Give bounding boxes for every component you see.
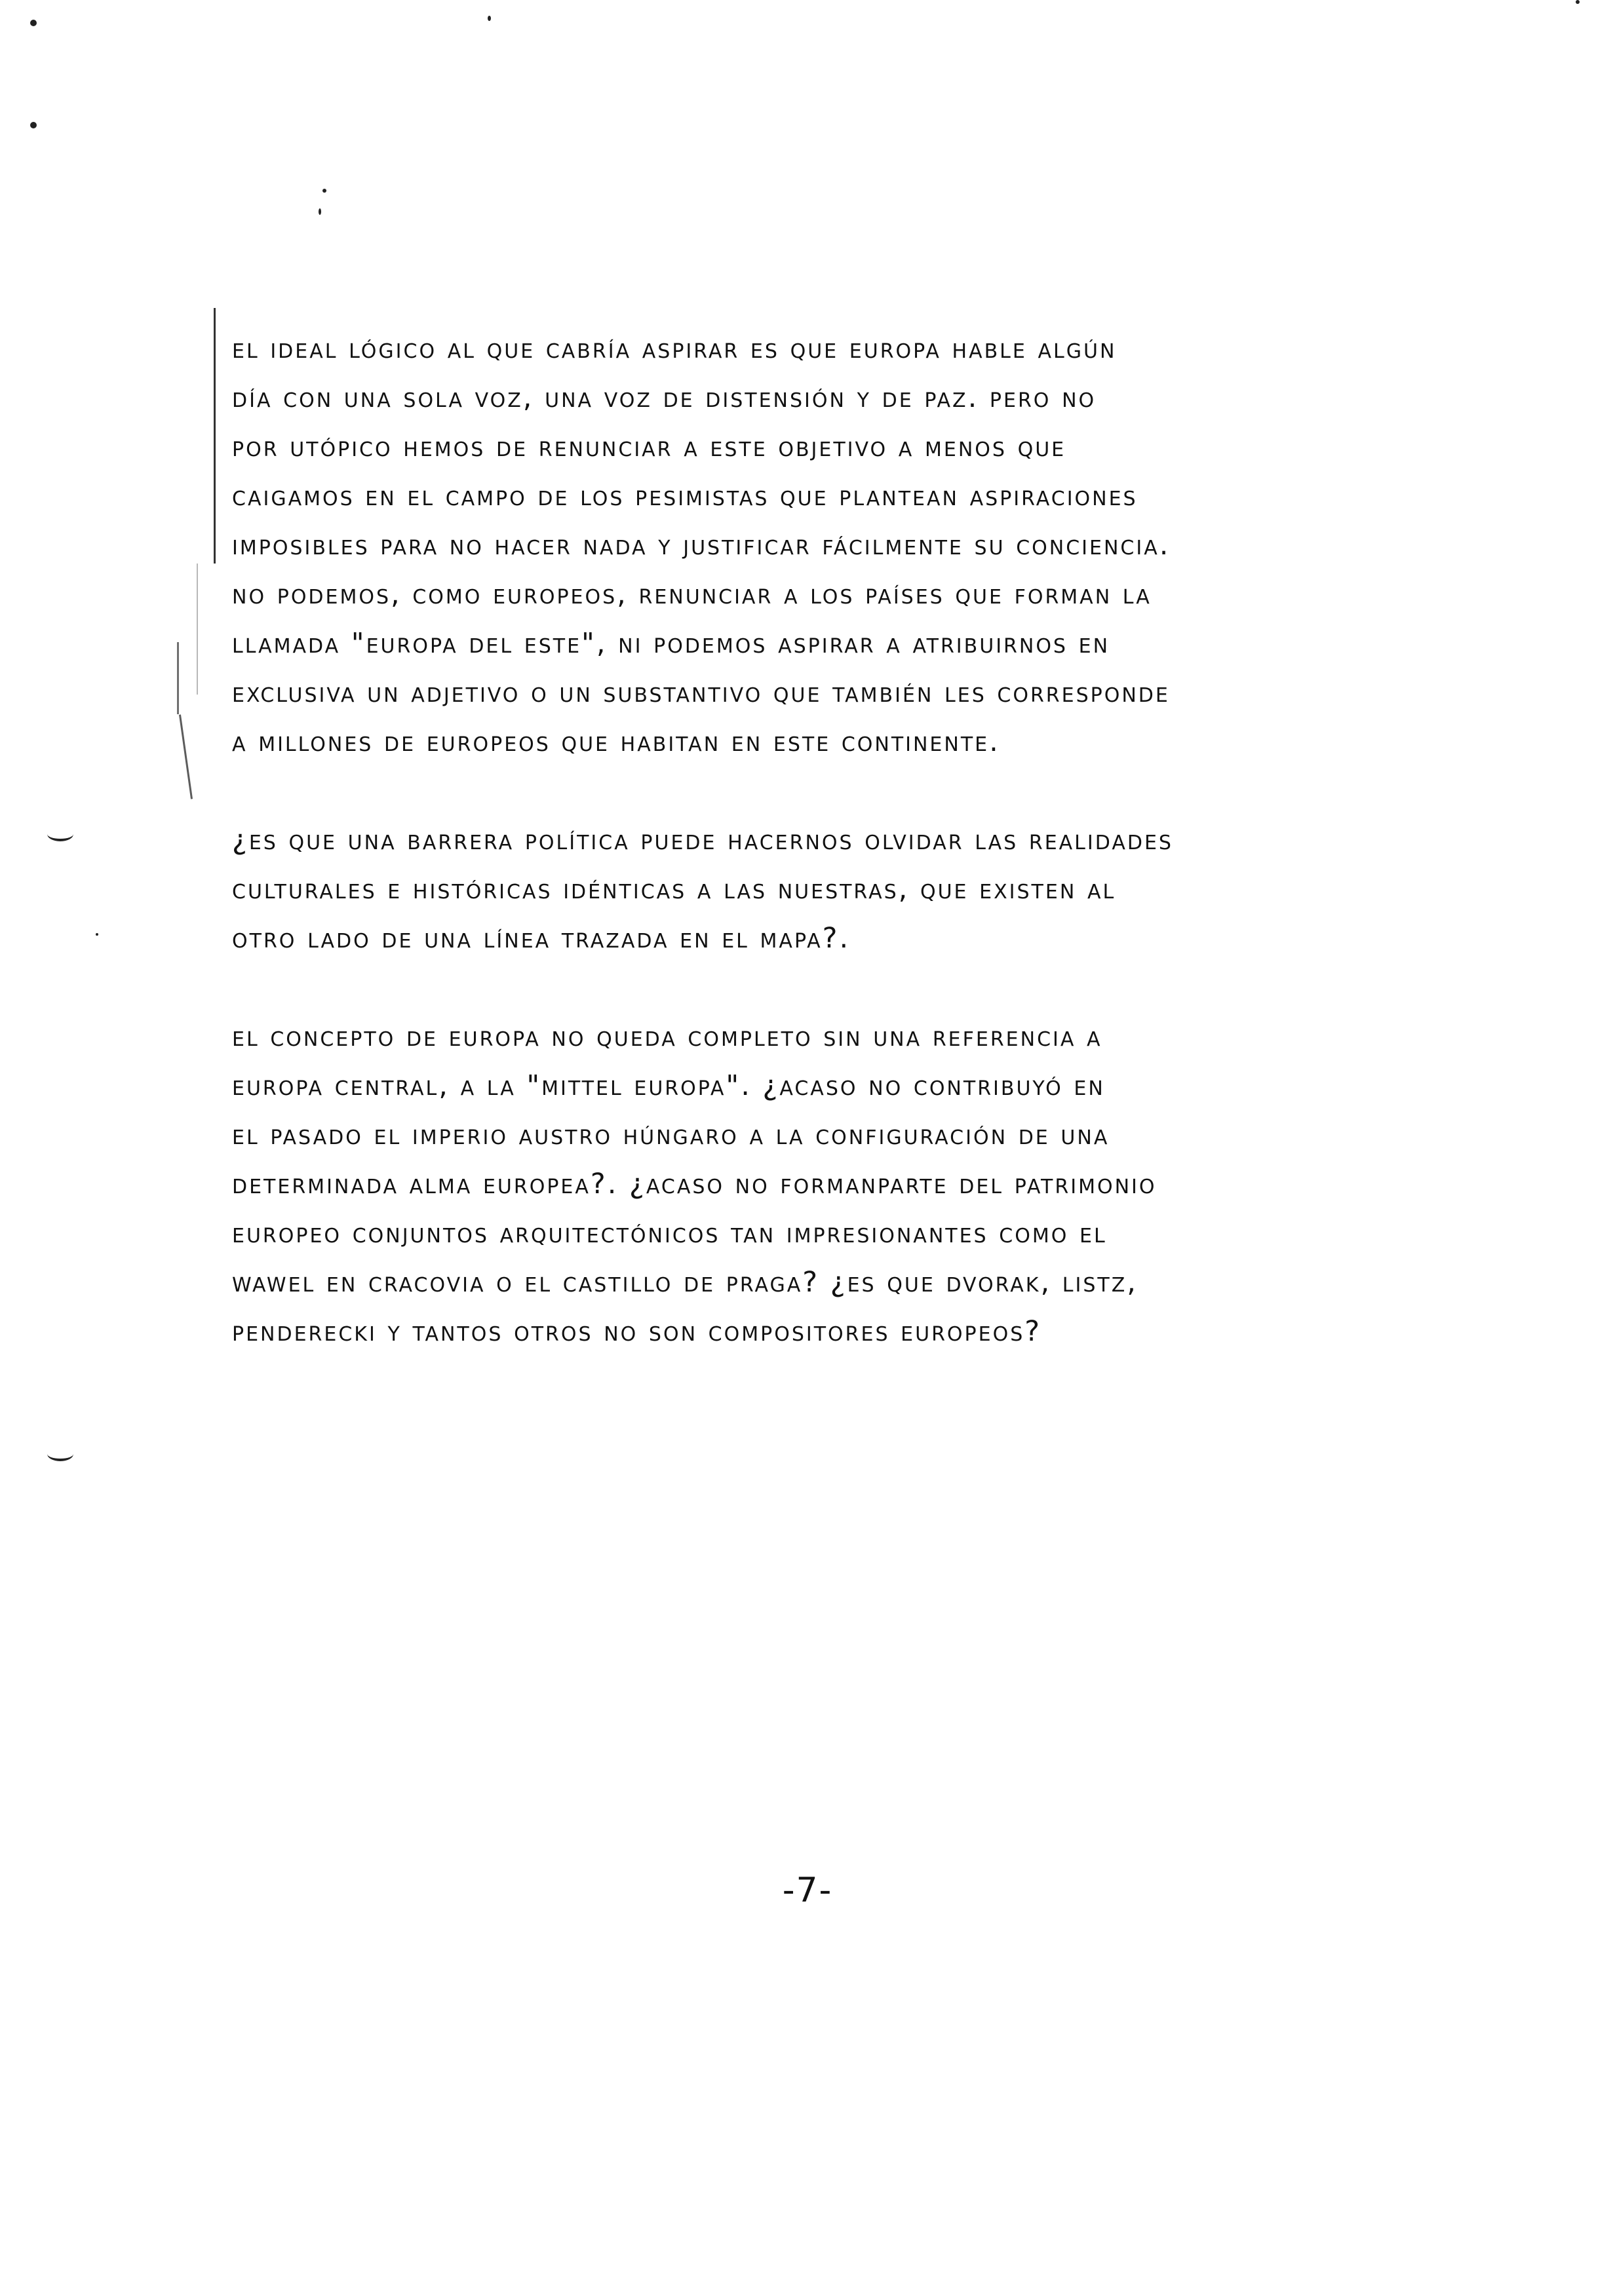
text-line: europeo conjuntos arquitectónicos tan impresionantes como el xyxy=(232,1217,1107,1250)
text-line: penderecki y tantos otros no son compositores europeos? xyxy=(232,1315,1042,1348)
page-number: -7- xyxy=(782,1871,833,1910)
text-line: exclusiva un adjetivo o un substantivo que también les corresponde xyxy=(232,676,1170,709)
paragraph-2 xyxy=(232,816,1556,963)
binder-mark xyxy=(47,827,73,841)
text-line: culturales e históricas idénticas a las nuestras, que existen al xyxy=(232,873,1116,906)
paragraph-1 xyxy=(232,324,1556,767)
text-line: europa central, a la "mittel europa". ¿acaso no contribuyó en xyxy=(232,1069,1105,1102)
scan-speck xyxy=(488,16,491,21)
text-line: el concepto de europa no queda completo sin una referencia a xyxy=(232,1020,1102,1053)
scan-speck xyxy=(96,933,98,936)
text-line: ¿es que una barrera política puede hacernos olvidar las realidades xyxy=(232,824,1173,856)
text-line: día con una sola voz, una voz de distensión y de paz. pero no xyxy=(232,381,1097,414)
margin-stroke xyxy=(179,714,193,799)
scan-speck xyxy=(30,20,37,26)
margin-stroke xyxy=(214,308,216,564)
text-line: wawel en cracovia o el castillo de praga? ¿es que dvorak, listz, xyxy=(232,1266,1138,1299)
text-line: no podemos, como europeos, renunciar a los países que forman la xyxy=(232,578,1152,611)
text-line: a millones de europeos que habitan en este continente. xyxy=(232,725,1000,758)
text-line: por utópico hemos de renunciar a este objetivo a menos que xyxy=(232,430,1066,463)
margin-stroke xyxy=(177,642,179,714)
body-text xyxy=(232,324,1556,1356)
scan-speck xyxy=(30,122,37,128)
text-line: determinada alma europea?. ¿acaso no formanparte del patrimonio xyxy=(232,1168,1157,1200)
text-line: el ideal lógico al que cabría aspirar es que europa hable algún xyxy=(232,332,1117,365)
text-line: imposibles para no hacer nada y justificar fácilmente su conciencia. xyxy=(232,529,1171,562)
text-line: otro lado de una línea trazada en el mapa?. xyxy=(232,922,851,955)
scan-speck xyxy=(1576,0,1580,4)
scan-speck xyxy=(319,208,321,215)
text-line: caigamos en el campo de los pesimistas que plantean aspiraciones xyxy=(232,480,1138,512)
text-line: el pasado el imperio austro húngaro a la configuración de una xyxy=(232,1119,1110,1151)
binder-mark xyxy=(47,1447,73,1461)
margin-stroke xyxy=(197,564,198,695)
text-line: llamada "europa del este", ni podemos aspirar a atribuirnos en xyxy=(232,627,1110,660)
scan-speck xyxy=(322,189,326,193)
paragraph-3 xyxy=(232,1012,1556,1356)
